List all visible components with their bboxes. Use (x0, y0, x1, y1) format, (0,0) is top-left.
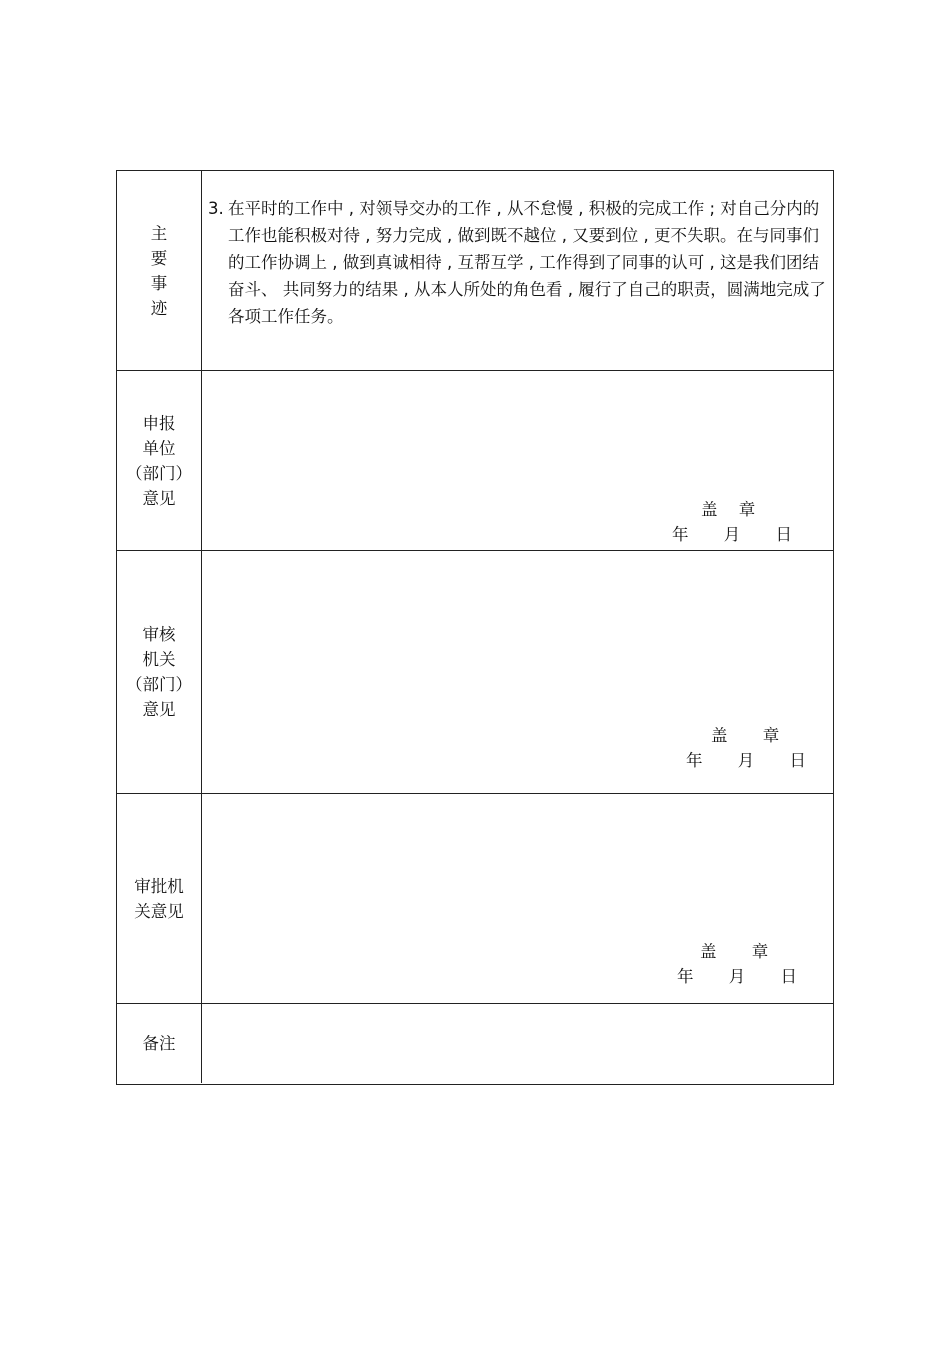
stamp-char: 章 (738, 500, 756, 519)
row-review-org-opinion (117, 551, 833, 794)
year-char: 年 (677, 967, 694, 986)
day-char: 日 (789, 751, 806, 770)
item-number: 3. (208, 199, 224, 218)
seal-char: 盖 (701, 500, 718, 519)
seal-line (700, 939, 768, 964)
application-form-table (116, 170, 834, 1085)
deeds-paragraph (208, 195, 828, 330)
seal-line (711, 723, 779, 748)
date-line (686, 748, 806, 773)
row-report-unit-opinion (117, 371, 833, 551)
label-line: 机关 (142, 650, 176, 669)
label-line: 关意见 (134, 901, 184, 921)
row-main-deeds (117, 171, 833, 371)
day-char: 日 (775, 525, 792, 544)
deeds-text: 在平时的工作中 , 对领导交办的工作 , 从不怠慢 , 积极的完成工作 ; 对自己分内的工作也能积极对待 , 努力完成 , 做到既不越位 , 又要到位 , 更不失职。在与同事们的工作协调上 , 做到真诚相待 , 互帮互学 , 工作得到了同事的认可 , 这是我们团结奋斗、 共同努力的结果 , 从本人所处的角色看 , 履行了自己的职责，圆满地完成了各项工作任务。 (228, 199, 826, 326)
label-line: 迹 (150, 298, 168, 318)
date-line (672, 522, 792, 547)
month-char: 月 (728, 967, 746, 986)
label-line: 申报 (142, 413, 176, 433)
seal-line (701, 497, 755, 522)
label-line: （部门） (126, 675, 192, 694)
label-line: 意见 (142, 700, 176, 719)
label-line: 意见 (142, 488, 176, 508)
approval-org-label (117, 794, 202, 1003)
month-char: 月 (737, 751, 755, 770)
seal-char: 盖 (700, 942, 717, 961)
approval-org-content[interactable] (202, 794, 833, 1003)
label-line: 主 (150, 223, 168, 243)
remarks-content[interactable] (202, 1004, 833, 1083)
review-org-label (117, 551, 202, 793)
label-line: 事 (150, 273, 168, 293)
remarks-label (117, 1004, 202, 1083)
review-org-content[interactable] (202, 551, 833, 793)
month-char: 月 (723, 525, 741, 544)
main-deeds-label (117, 171, 202, 370)
stamp-char: 章 (762, 726, 780, 745)
label-line: （部门） (126, 463, 192, 483)
label-line: 单位 (142, 438, 176, 458)
row-remarks (117, 1004, 833, 1083)
year-char: 年 (672, 525, 689, 544)
label-line: 审批机 (134, 876, 184, 896)
label-line: 备注 (142, 1034, 176, 1053)
stamp-char: 章 (751, 942, 769, 961)
label-line: 要 (150, 248, 168, 268)
seal-char: 盖 (711, 726, 728, 745)
day-char: 日 (780, 967, 797, 986)
date-line (677, 964, 797, 989)
report-unit-label (117, 371, 202, 550)
year-char: 年 (686, 751, 703, 770)
label-line: 审核 (142, 625, 176, 644)
row-approval-org-opinion (117, 794, 833, 1004)
report-unit-content[interactable] (202, 371, 833, 550)
main-deeds-content[interactable] (202, 171, 833, 370)
